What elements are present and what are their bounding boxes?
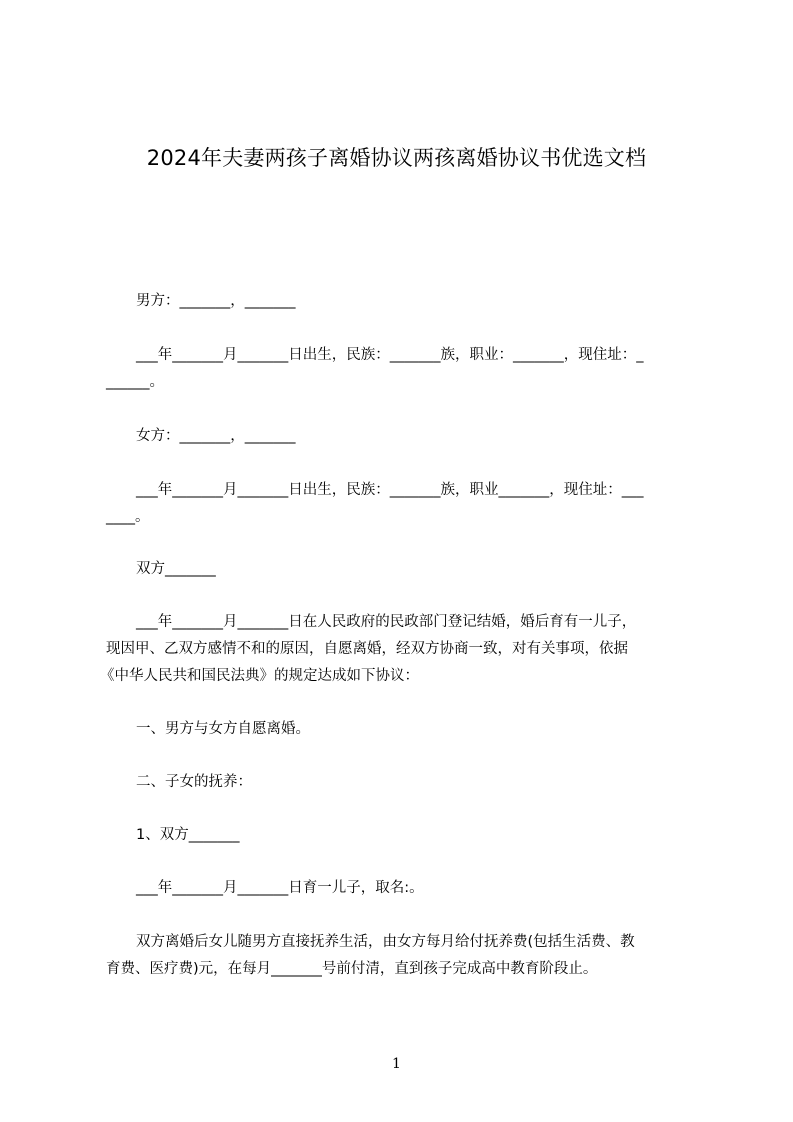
section-2-heading: 二、子女的抚养： xyxy=(136,774,252,790)
page-number: 1 xyxy=(392,1056,401,1072)
line-female-birth: ___年_______月_______日出生，民族：_______族，职业_______，现住址：___ xyxy=(136,482,644,498)
section-1-heading: 一、男方与女方自愿离婚。 xyxy=(136,721,310,737)
line-male-birth-cont: ______。 xyxy=(106,374,164,390)
line-male-party: 男方：_______，_______ xyxy=(136,293,296,309)
line-child-birth: ___年_______月_______日育一儿子，取名:。 xyxy=(136,880,424,896)
line-female-birth-cont: ____。 xyxy=(106,509,150,525)
line-marriage-2: 现因甲、乙双方感情不和的原因，自愿离婚，经双方协商一致，对有关事项，依据 xyxy=(106,641,628,657)
line-female-party: 女方：_______，_______ xyxy=(136,428,296,444)
line-custody-2: 育费、医疗费)元，在每月_______号前付清，直到孩子完成高中教育阶段止。 xyxy=(106,961,598,977)
line-male-birth: ___年_______月_______日出生，民族：_______族，职业：_______，现住址：_ xyxy=(136,347,644,363)
document-title: 2024年夫妻两孩子离婚协议两孩离婚协议书优选文档 xyxy=(146,146,647,170)
line-marriage-1: ___年_______月_______日在人民政府的民政部门登记结婚，婚后育有一儿子， xyxy=(136,614,637,630)
line-marriage-3: 《中华人民共和国民法典》的规定达成如下协议： xyxy=(100,668,419,684)
line-both-parties: 双方_______ xyxy=(136,561,216,577)
line-custody-1: 双方离婚后女儿随男方直接抚养生活，由女方每月给付抚养费(包括生活费、教 xyxy=(136,934,635,950)
item-1: 1、双方_______ xyxy=(136,827,240,843)
